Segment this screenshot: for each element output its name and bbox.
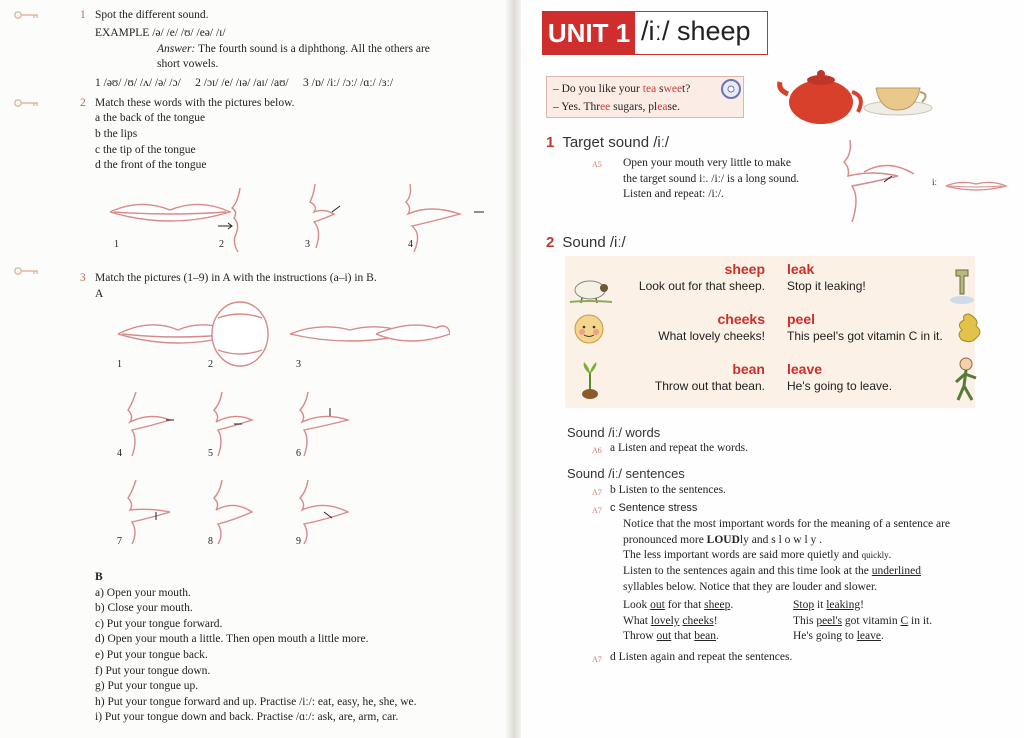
- unit-label: UNIT 1: [543, 12, 635, 54]
- mouth-profile-diagram: [838, 136, 928, 228]
- dialog-text: sugars, pl: [610, 101, 658, 113]
- text: .: [888, 549, 892, 561]
- q1-example: [95, 26, 226, 41]
- loud-word: LOUD: [706, 534, 740, 546]
- orange-peel-illustration: [954, 310, 984, 346]
- quick-word: quickly: [861, 550, 889, 560]
- text: for that: [664, 599, 705, 611]
- text: pronounced more: [623, 534, 707, 546]
- stressed: leaking: [826, 599, 861, 611]
- q2-pic-label: 2: [219, 239, 224, 250]
- text: that: [671, 630, 695, 642]
- phrase: What lovely cheeks!: [658, 329, 765, 343]
- stress-line: [623, 548, 891, 564]
- mouth-diagrams-q3: [110, 300, 450, 545]
- target-line: Listen and repeat: /iː/.: [623, 188, 724, 200]
- text: got vitamin: [842, 615, 901, 627]
- example-sentence: [623, 598, 733, 614]
- instruction: a) Open your mouth.: [95, 587, 191, 599]
- q1-answer: [157, 42, 430, 57]
- stressed: out: [650, 599, 665, 611]
- dialog-highlight: ea: [657, 101, 668, 113]
- q3-pic-label: 8: [208, 536, 213, 547]
- q2-option: d the front of the tongue: [95, 159, 207, 171]
- q3-number: 3: [80, 272, 86, 284]
- instruction: c) Put your tongue forward.: [95, 618, 223, 630]
- sentences-heading: Sound /iː/ sentences: [567, 466, 685, 481]
- word-bean: bean: [732, 361, 765, 377]
- audio-track-label: A5: [592, 160, 602, 169]
- example-sounds: /ə/ /e/ /ʊ/ /eə/ /ɪ/: [152, 27, 226, 39]
- stress-line: syllables below. Notice that they are louder and slower.: [623, 581, 878, 593]
- q1-title: Spot the different sound.: [95, 9, 209, 21]
- q3-a-label: A: [95, 288, 104, 300]
- word-leak: leak: [787, 261, 815, 277]
- text: .: [881, 630, 884, 642]
- audio-track-label: A7: [592, 488, 602, 497]
- book-gutter: [505, 0, 521, 738]
- unit-title: /iː/ sheep: [641, 16, 751, 46]
- sentences-instruction-b: b Listen to the sentences.: [610, 484, 726, 496]
- section-title: Sound /iː/: [562, 234, 626, 251]
- target-line: Open your mouth very little to make: [623, 157, 791, 169]
- instruction: f) Put your tongue down.: [95, 665, 211, 677]
- phrase: This peel's got vitamin C in it.: [787, 329, 943, 343]
- text: .: [816, 534, 823, 546]
- q2-option: c the tip of the tongue: [95, 144, 196, 156]
- key-icon: [14, 98, 40, 108]
- text: Look: [623, 599, 651, 611]
- text: it: [814, 599, 827, 611]
- section-2-heading: [546, 234, 626, 251]
- word-sheep: sheep: [724, 261, 765, 277]
- q3-pic-label: 9: [296, 536, 301, 547]
- stressed: out: [656, 630, 672, 642]
- instruction: e) Put your tongue back.: [95, 649, 208, 661]
- q3-pic-label: 1: [117, 359, 122, 370]
- dialog-text: se.: [667, 101, 680, 113]
- instruction: i) Put your tongue down and back. Practise /ɑː/: ask, are, arm, car.: [95, 711, 399, 723]
- text: .: [730, 599, 734, 611]
- sheep-illustration: [568, 276, 614, 304]
- text: ly and: [739, 534, 772, 546]
- walking-man-illustration: [948, 356, 982, 404]
- q3-pic-label: 5: [208, 448, 213, 459]
- dialog-question: [553, 80, 743, 98]
- stressed: bean: [694, 630, 716, 642]
- text: The less important words are said more quietly and: [623, 549, 862, 561]
- word-peel: peel: [787, 311, 816, 327]
- text: He's going to: [793, 630, 857, 642]
- audio-track-label: A7: [592, 655, 602, 664]
- instruction: g) Put your tongue up.: [95, 680, 199, 692]
- phrase: Look out for that sheep.: [638, 279, 765, 293]
- face-illustration: [572, 312, 606, 346]
- dialog-box: [546, 76, 744, 118]
- q2-pic-label: 1: [114, 239, 119, 250]
- phrase: Throw out that bean.: [654, 379, 765, 393]
- section-1-heading: [546, 134, 669, 151]
- word-cheeks: cheeks: [717, 311, 765, 327]
- text: .: [715, 630, 719, 642]
- words-instruction-a: a Listen and repeat the words.: [610, 442, 748, 454]
- section-number: 2: [546, 234, 555, 251]
- q2-title: Match these words with the pictures below.: [95, 97, 295, 109]
- q1-items: 1 /əʊ/ /ʊ/ /ʌ/ /ə/ /ɔ/ 2 /ɔɪ/ /e/ /ɪə/ /aɪ/ /aʊ/ 3 /ɒ/ /iː/ /ɔː/ /ɑː/ /ɜː/: [95, 77, 394, 89]
- dialog-highlight: tea: [642, 83, 657, 95]
- stressed: sheep: [704, 599, 731, 611]
- text: !: [713, 615, 718, 627]
- section-title: Target sound /iː/: [562, 134, 670, 151]
- q2-option: a the back of the tongue: [95, 112, 206, 124]
- phrase: He's going to leave.: [787, 379, 893, 393]
- section-number: 1: [546, 134, 555, 151]
- q3-pic-label: 4: [117, 448, 122, 459]
- text: This: [793, 615, 817, 627]
- q3-title: Match the pictures (1–9) in A with the instructions (a–i) in B.: [95, 272, 377, 284]
- instruction: d) Open your mouth a little. Then open mouth a little more.: [95, 633, 369, 645]
- stress-line: [623, 533, 822, 549]
- instruction: h) Put your tongue forward and up. Practise /iː/: eat, easy, he, she, we.: [95, 696, 417, 708]
- q3-pic-label: 7: [117, 536, 122, 547]
- words-heading: Sound /iː/ words: [567, 425, 661, 440]
- dialog-text: – Do you like your: [553, 83, 643, 95]
- q3-pic-label: 3: [296, 359, 301, 370]
- example-label: EXAMPLE: [95, 27, 150, 39]
- dialog-text: s: [656, 83, 664, 95]
- instruction: b) Close your mouth.: [95, 602, 193, 614]
- q2-pic-label: 4: [408, 239, 413, 250]
- example-sentence: [793, 629, 884, 645]
- q2-option: b the lips: [95, 128, 138, 140]
- text: Listen to the sentences again and this time look at the: [623, 565, 872, 577]
- word-leave: leave: [787, 361, 823, 377]
- dialog-highlight: wee: [663, 83, 683, 95]
- underlined-word: underlined: [871, 565, 921, 577]
- q2-pic-label: 3: [305, 239, 310, 250]
- answer-line-1: The fourth sound is a diphthong. All the others are: [198, 43, 430, 55]
- key-icon: [14, 266, 40, 276]
- example-sentence: [623, 629, 719, 645]
- audio-track-label: A7: [592, 506, 602, 515]
- stressed: Stop: [793, 599, 815, 611]
- mouth-diagrams-q2: [100, 178, 500, 258]
- text: !: [860, 599, 864, 611]
- q3-b-label: B: [95, 571, 103, 583]
- answer-line-2: short vowels.: [157, 58, 219, 70]
- mouth-label: iː: [932, 177, 938, 187]
- dialog-text: t?: [682, 83, 691, 95]
- audio-track-label: A6: [592, 446, 602, 455]
- text: Throw: [623, 630, 657, 642]
- sentence-stress-heading: c Sentence stress: [610, 502, 698, 514]
- phrase: Stop it leaking!: [787, 279, 866, 293]
- dialog-text: – Yes. Thr: [553, 101, 601, 113]
- cd-audio-icon[interactable]: [720, 78, 742, 100]
- unit-header: [542, 11, 768, 55]
- example-sentence: [623, 614, 718, 630]
- q3-pic-label: 6: [296, 448, 301, 459]
- stressed: cheeks: [682, 615, 714, 627]
- stressed: C: [900, 615, 909, 627]
- slow-word: s l o w l y: [771, 534, 817, 546]
- q3-pic-label: 2: [208, 359, 213, 370]
- bean-sprout-illustration: [578, 360, 602, 400]
- stressed: leave: [856, 630, 881, 642]
- example-sentence: [793, 598, 864, 614]
- dialog-highlight: ee: [600, 101, 611, 113]
- dialog-answer: [553, 98, 743, 116]
- answer-label: Answer:: [157, 43, 196, 55]
- stress-line: [623, 564, 921, 580]
- lips-diagram: [944, 178, 1008, 194]
- q2-number: 2: [80, 97, 86, 109]
- text: What: [623, 615, 651, 627]
- teapot-and-cup-illustration: [776, 62, 936, 128]
- sentences-instruction-d: d Listen again and repeat the sentences.: [610, 651, 793, 663]
- example-sentence: [793, 614, 932, 630]
- tap-illustration: [946, 266, 978, 306]
- target-line: the target sound iː. /iː/ is a long sound.: [623, 173, 800, 185]
- key-icon: [14, 10, 40, 20]
- stressed: lovely: [650, 615, 680, 627]
- stress-line: Notice that the most important words for the meaning of a sentence are: [623, 518, 951, 530]
- text: in it.: [908, 615, 933, 627]
- q1-number: 1: [80, 9, 86, 21]
- stressed: peel's: [816, 615, 843, 627]
